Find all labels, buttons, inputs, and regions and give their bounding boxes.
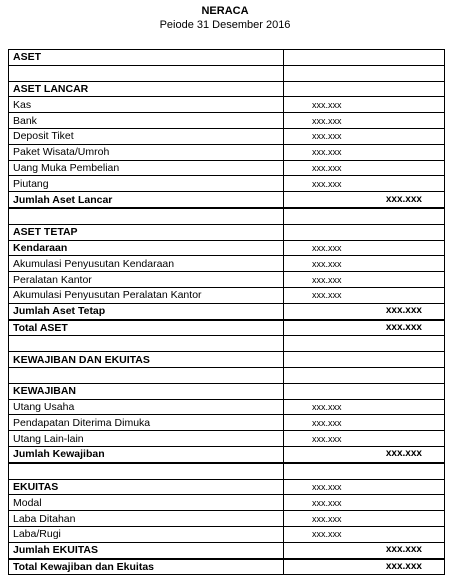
row-amount-cell [284, 336, 445, 352]
detail-amount: xxx.xxx [312, 481, 342, 492]
row-label: Utang Usaha [9, 399, 284, 415]
row-label: KEWAJIBAN [9, 383, 284, 399]
table-row [9, 176, 445, 192]
table-row [9, 399, 445, 415]
row-amount-cell [284, 224, 445, 240]
row-label: Kendaraan [9, 240, 284, 256]
table-row [9, 50, 445, 66]
detail-amount: xxx.xxx [312, 162, 342, 173]
table-row [9, 97, 445, 113]
row-amount-cell [284, 208, 445, 224]
row-label: Modal [9, 495, 284, 511]
row-amount-cell [284, 287, 445, 303]
table-row [9, 320, 445, 336]
table-row [9, 415, 445, 431]
document-period: Peiode 31 Desember 2016 [159, 19, 291, 31]
detail-amount: xxx.xxx [312, 115, 342, 126]
detail-amount: xxx.xxx [312, 513, 342, 524]
table-row [9, 495, 445, 511]
row-amount-cell [284, 128, 445, 144]
row-amount-cell [284, 511, 445, 527]
row-amount-cell [284, 415, 445, 431]
balance-sheet-table [8, 49, 445, 575]
blank-row [9, 336, 445, 352]
row-label [9, 367, 284, 383]
detail-amount: xxx.xxx [312, 417, 342, 428]
row-amount-cell [284, 399, 445, 415]
row-label [9, 336, 284, 352]
row-amount-cell [284, 367, 445, 383]
row-amount-cell [284, 559, 445, 575]
row-amount-cell [284, 176, 445, 192]
row-label: Utang Lain-lain [9, 431, 284, 447]
total-amount: xxx.xxx [385, 321, 422, 333]
total-amount: xxx.xxx [385, 544, 422, 556]
row-amount-cell [284, 81, 445, 97]
table-row [9, 81, 445, 97]
detail-amount: xxx.xxx [312, 131, 342, 142]
table-row [9, 287, 445, 303]
row-label: ASET TETAP [9, 224, 284, 240]
row-amount-cell [284, 192, 445, 208]
table-row [9, 479, 445, 495]
row-amount-cell [284, 303, 445, 319]
detail-amount: xxx.xxx [312, 147, 342, 158]
row-amount-cell [284, 97, 445, 113]
table-row [9, 144, 445, 160]
detail-amount: xxx.xxx [312, 529, 342, 540]
detail-amount: xxx.xxx [312, 401, 342, 412]
row-label [9, 463, 284, 479]
row-label [9, 65, 284, 81]
table-row [9, 446, 445, 462]
balance-sheet-body [9, 50, 445, 575]
table-row [9, 240, 445, 256]
total-amount: xxx.xxx [385, 560, 422, 572]
row-amount-cell [284, 50, 445, 66]
row-label: Total Kewajiban dan Ekuitas [9, 559, 284, 575]
row-label: Piutang [9, 176, 284, 192]
row-label: Pendapatan Diterima Dimuka [9, 415, 284, 431]
table-row [9, 383, 445, 399]
blank-row [9, 367, 445, 383]
detail-amount: xxx.xxx [312, 274, 342, 285]
table-row [9, 113, 445, 129]
table-row [9, 160, 445, 176]
row-amount-cell [284, 113, 445, 129]
row-amount-cell [284, 446, 445, 462]
row-label: Laba Ditahan [9, 511, 284, 527]
detail-amount: xxx.xxx [312, 497, 342, 508]
row-amount-cell [284, 256, 445, 272]
row-label: Peralatan Kantor [9, 272, 284, 288]
row-label: ASET [9, 50, 284, 66]
row-amount-cell [284, 542, 445, 558]
row-amount-cell [284, 526, 445, 542]
row-amount-cell [284, 320, 445, 336]
row-label: Jumlah EKUITAS [9, 542, 284, 558]
row-amount-cell [284, 160, 445, 176]
detail-amount: xxx.xxx [312, 178, 342, 189]
row-label: Deposit Tiket [9, 128, 284, 144]
row-label [9, 208, 284, 224]
row-amount-cell [284, 65, 445, 81]
total-amount: xxx.xxx [385, 193, 422, 205]
row-amount-cell [284, 272, 445, 288]
total-amount: xxx.xxx [385, 305, 422, 317]
row-amount-cell [284, 352, 445, 368]
table-row [9, 303, 445, 319]
detail-amount: xxx.xxx [312, 242, 342, 253]
row-label: Uang Muka Pembelian [9, 160, 284, 176]
row-label: Jumlah Aset Lancar [9, 192, 284, 208]
row-label: Bank [9, 113, 284, 129]
row-label: ASET LANCAR [9, 81, 284, 97]
row-label: Total ASET [9, 320, 284, 336]
table-row [9, 526, 445, 542]
detail-amount: xxx.xxx [312, 290, 342, 301]
row-label: Paket Wisata/Umroh [9, 144, 284, 160]
row-amount-cell [284, 240, 445, 256]
row-amount-cell [284, 495, 445, 511]
table-row [9, 431, 445, 447]
table-row [9, 272, 445, 288]
row-label: EKUITAS [9, 479, 284, 495]
row-amount-cell [284, 383, 445, 399]
table-row [9, 352, 445, 368]
row-amount-cell [284, 431, 445, 447]
row-amount-cell [284, 144, 445, 160]
row-amount-cell [284, 479, 445, 495]
blank-row [9, 65, 445, 81]
table-row [9, 559, 445, 575]
table-row [9, 511, 445, 527]
detail-amount: xxx.xxx [312, 99, 342, 110]
row-label: Akumulasi Penyusutan Peralatan Kantor [9, 287, 284, 303]
detail-amount: xxx.xxx [312, 433, 342, 444]
table-row [9, 256, 445, 272]
row-label: Jumlah Aset Tetap [9, 303, 284, 319]
table-row [9, 192, 445, 208]
table-row [9, 542, 445, 558]
blank-row [9, 208, 445, 224]
table-row [9, 224, 445, 240]
row-label: Jumlah Kewajiban [9, 446, 284, 462]
detail-amount: xxx.xxx [312, 258, 342, 269]
row-label: Kas [9, 97, 284, 113]
document-title: NERACA [201, 5, 249, 17]
row-label: KEWAJIBAN DAN EKUITAS [9, 352, 284, 368]
row-label: Laba/Rugi [9, 526, 284, 542]
total-amount: xxx.xxx [385, 448, 422, 460]
row-amount-cell [284, 463, 445, 479]
blank-row [9, 463, 445, 479]
table-row [9, 128, 445, 144]
row-label: Akumulasi Penyusutan Kendaraan [9, 256, 284, 272]
